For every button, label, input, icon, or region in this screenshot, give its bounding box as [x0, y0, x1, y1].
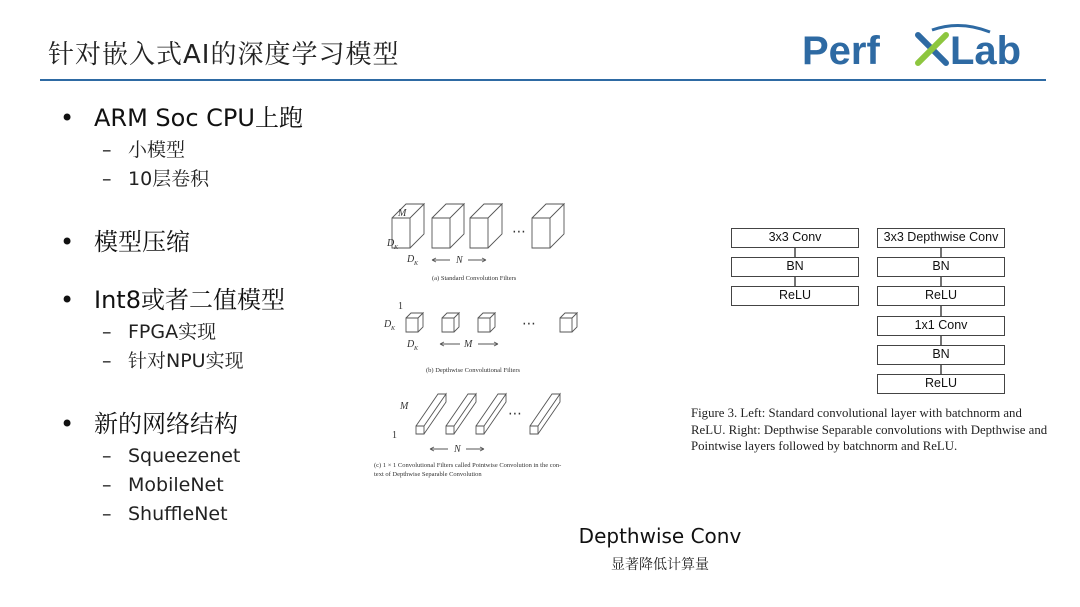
sub-bullet-npu: – 针对NPU实现	[60, 347, 390, 376]
logo-text-lab: Lab	[950, 29, 1022, 73]
right-block-bn-1: BN	[877, 257, 1005, 277]
slide-title: 针对嵌入式AI的深度学习模型	[48, 40, 400, 70]
label-n-c: N	[454, 444, 461, 455]
layer-stack-diagram	[686, 222, 1054, 462]
conv-filters-diagram	[362, 196, 592, 486]
caption-c-line2: text of Depthwise Separable Convolution	[374, 471, 482, 478]
left-block-bn: BN	[731, 257, 859, 277]
caption-c-line1: (c) 1 × 1 Convolutional Filters called Pointwise Convolution in the con-	[374, 462, 562, 469]
left-block-relu: ReLU	[731, 286, 859, 306]
bottom-caption-subtitle: 显著降低计算量	[611, 557, 709, 573]
label-k-a2: K	[414, 261, 419, 267]
caption-b: (b) Depthwise Convolutional Filters	[426, 367, 521, 374]
sub-bullet-squeezenet: – Squeezenet	[60, 442, 390, 471]
ellipsis-a: ⋯	[512, 224, 526, 240]
ellipsis-b: ⋯	[522, 316, 536, 332]
figure-caption: Figure 3. Left: Standard convolutional layer with batchnorm and ReLU. Right: Depthwise Separable convolutions with Depthwise and Pointwise layers followed by batchnorm and ReLU.	[691, 406, 1048, 453]
header-rule	[40, 79, 1046, 81]
bullet-model-compression: • 模型压缩	[60, 224, 390, 260]
right-block-relu-2: ReLU	[877, 374, 1005, 394]
label-one-c: 1	[392, 430, 397, 441]
sub-bullet-fpga: – FPGA实现	[60, 318, 390, 347]
caption-a: (a) Standard Convolution Filters	[432, 275, 517, 282]
label-n-a: N	[456, 255, 463, 266]
bullet-new-architectures: • 新的网络结构	[60, 406, 390, 442]
label-k-a: K	[394, 245, 399, 251]
left-block-conv: 3x3 Conv	[731, 228, 859, 248]
logo-text-perf: Perf	[802, 29, 880, 73]
bullet-list	[60, 100, 390, 529]
right-block-relu-1: ReLU	[877, 286, 1005, 306]
bullet-arm-cpu: • ARM Soc CPU上跑	[60, 100, 390, 136]
sub-bullet-mobilenet: – MobileNet	[60, 471, 390, 500]
right-block-bn-2: BN	[877, 345, 1005, 365]
label-k-b: K	[391, 326, 396, 332]
label-one-b: 1	[398, 301, 403, 312]
bottom-caption-title: Depthwise Conv	[578, 524, 742, 548]
pointwise-filter-bars	[416, 394, 560, 434]
right-block-depthwise: 3x3 Depthwise Conv	[877, 228, 1005, 248]
label-dk-a2: D	[407, 254, 415, 265]
label-m-b: M	[464, 339, 473, 350]
label-m-a: M	[398, 208, 407, 219]
depthwise-filter-cubes	[406, 313, 577, 332]
label-dk-b2: D	[407, 339, 415, 350]
sub-bullet-small-model: – 小模型	[60, 136, 390, 165]
perfxlab-logo	[800, 22, 1050, 78]
label-dk-a: D	[387, 238, 395, 249]
sub-bullet-shufflenet: – ShuffleNet	[60, 500, 390, 529]
label-dk-b: D	[384, 319, 392, 330]
bullet-int8-binary: • Int8或者二值模型	[60, 282, 390, 318]
right-block-pointwise: 1x1 Conv	[877, 316, 1005, 336]
sub-bullet-10-layer-conv: – 10层卷积	[60, 165, 390, 194]
label-k-b2: K	[414, 346, 419, 352]
standard-filter-cubes	[392, 204, 564, 248]
ellipsis-c: ⋯	[508, 406, 522, 422]
label-m-c: M	[400, 401, 409, 412]
